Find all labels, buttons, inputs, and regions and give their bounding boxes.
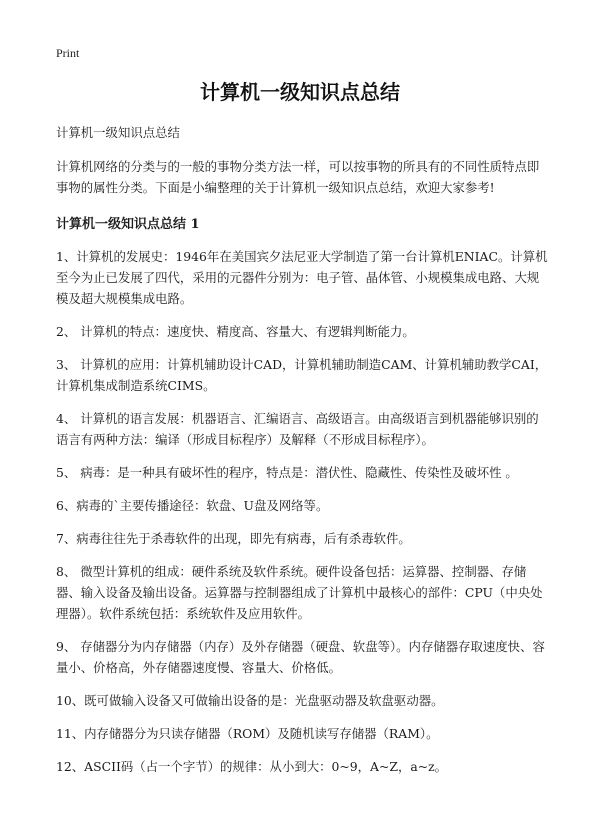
print-link[interactable]: Print (56, 46, 80, 60)
section-heading: 计算机一级知识点总结 1 (56, 217, 200, 232)
list-item: 4、 计算机的语言发展：机器语言、汇编语言、高级语言。由高级语言到机器能够识别的语言有两种方法：编译（形成目标程序）及解释（不形成目标程序）。 (56, 411, 539, 447)
list-item: 10、既可做输入设备又可做输出设备的是：光盘驱动器及软盘驱动器。 (56, 693, 444, 708)
list-item: 1、计算机的发展史：1946年在美国宾夕法尼亚大学制造了第一台计算机ENIAC。计算机至今为止已发展了四代，采用的元器件分别为：电子管、晶体管、小规模集成电路、大规模及超大规模集成电路。 (56, 249, 548, 306)
list-item: 5、 病毒：是一种具有破坏性的程序，特点是：潜伏性、隐藏性、传染性及破坏性 。 (56, 465, 518, 480)
list-item: 6、病毒的`主要传播途径：软盘、U盘及网络等。 (56, 498, 329, 513)
list-item: 2、 计算机的特点：速度快、精度高、容量大、有逻辑判断能力。 (56, 324, 415, 339)
list-item: 7、病毒往往先于杀毒软件的出现，即先有病毒，后有杀毒软件。 (56, 531, 411, 546)
list-item: 9、 存储器分为内存储器（内存）及外存储器（硬盘、软盘等）。内存储器存取速度快、容量小、价格高，外存储器速度慢、容量大、价格低。 (56, 639, 545, 675)
article-subtitle: 计算机一级知识点总结 (56, 125, 180, 140)
list-item: 11、内存储器分为只读存储器（ROM）及随机读写存储器（RAM）。 (56, 726, 439, 741)
list-item: 8、 微型计算机的组成：硬件系统及软件系统。硬件设备包括：运算器、控制器、存储器、输入设备及输出设备。运算器与控制器组成了计算机中最核心的部件：CPU（中央处理器）。软件系统包括：系统软件及应用软件。 (56, 564, 543, 621)
intro-paragraph: 计算机网络的分类与的一般的事物分类方法一样，可以按事物的所具有的不同性质特点即事物的属性分类。下面是小编整理的关于计算机一级知识点总结，欢迎大家参考! (56, 159, 540, 195)
page-title: 计算机一级知识点总结 (200, 80, 400, 104)
list-item: 12、ASCII码（占一个字节）的规律：从小到大：0~9，A~Z，a~z。 (56, 759, 448, 774)
article-body (56, 122, 550, 789)
list-item: 3、 计算机的应用：计算机辅助设计CAD，计算机辅助制造CAM、计算机辅助教学CAI，计算机集成制造系统CIMS。 (56, 357, 548, 393)
